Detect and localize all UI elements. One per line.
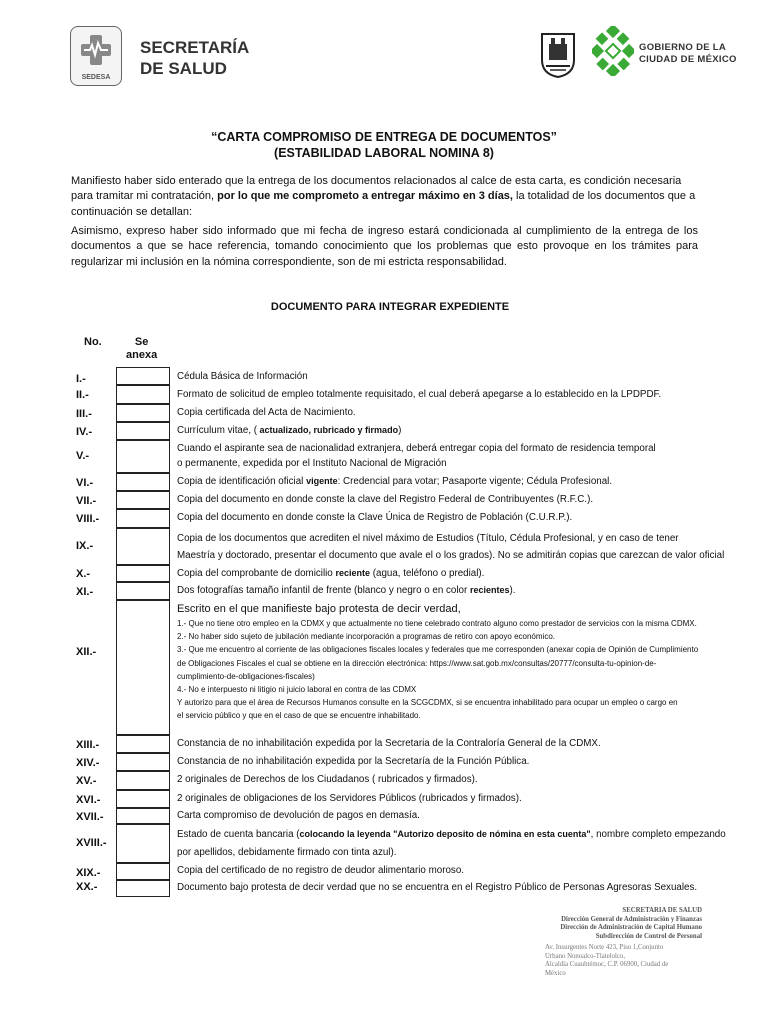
footer-address: Av. Insurgentes Norte 423, Piso 1,Conjunto Urbano Nonoalco-Tlatelolco, Alcaldía Cuauhtémoc, C.P. 06900, Ciudad de México — [545, 944, 669, 977]
row-description: Copia certificada del Acta de Nacimiento. — [177, 407, 356, 418]
row-number: X.- — [76, 568, 91, 580]
checkbox-cell[interactable] — [116, 824, 170, 863]
row-number: XX.- — [76, 881, 98, 893]
document-title: “CARTA COMPROMISO DE ENTREGA DE DOCUMENTOS” (ESTABILIDAD LABORAL NOMINA 8) — [211, 130, 557, 160]
second-paragraph: Asimismo, expreso haber sido informado que mi fecha de ingreso estará condicionada al cumplimiento de la entrega de los documentos a que se hace referencia, tomando conocimiento que los problemas que esto provoque en los trámites para regularizar mi inclusión en la nómina correspondiente, son de mi estricta responsabilidad. — [71, 225, 698, 268]
row-description: Copia del comprobante de domicilio reciente (agua, teléfono o predial). — [177, 568, 485, 579]
checkbox-cell[interactable] — [116, 440, 170, 473]
row-description: Dos fotografías tamaño infantil de frente (blanco y negro o en color recientes). — [177, 585, 516, 596]
row-description: Constancia de no inhabilitación expedida por la Secretaría de la Función Pública. — [177, 756, 530, 767]
row-description: 2 originales de obligaciones de los Servidores Públicos (rubricados y firmados). — [177, 793, 522, 804]
row-description: Copia del certificado de no registro de deudor alimentario moroso. — [177, 865, 464, 876]
checkbox-cell[interactable] — [116, 385, 170, 404]
row-number: I.- — [76, 373, 86, 385]
row-number: II.- — [76, 389, 89, 401]
row-number: XVIII.- — [76, 837, 107, 849]
row-description: Copia del documento en donde conste la Clave Única de Registro de Población (C.U.R.P.). — [177, 512, 573, 523]
row-description: Copia de los documentos que acrediten el nivel máximo de Estudios (Título, Cédula Profesional, y en caso de tener Maestría y doctorado, presentar el documento que avale el o los grados). No se admitirán copias que carezcan de valor oficial — [177, 533, 725, 561]
row-number: V.- — [76, 450, 90, 462]
gobierno-cdmx-text: GOBIERNO DE LA CIUDAD DE MÉXICO — [639, 42, 737, 65]
section-subtitle: DOCUMENTO PARA INTEGRAR EXPEDIENTE — [270, 301, 510, 313]
row-description: 2 originales de Derechos de los Ciudadanos ( rubricados y firmados). — [177, 774, 478, 785]
checkbox-cell[interactable] — [116, 565, 170, 582]
row-number: XIX.- — [76, 867, 101, 879]
cdmx-flower-logo-icon — [592, 26, 634, 76]
row-description: Formato de solicitud de empleo totalmente requisitado, el cual deberá apegarse a lo establecido en la LPDPDF. — [177, 389, 662, 400]
sedesa-logo — [70, 26, 122, 86]
row-number: XIV.- — [76, 757, 100, 769]
row-number: IX.- — [76, 540, 94, 552]
column-header-se-anexa: Se anexa — [126, 336, 158, 361]
checkbox-cell[interactable] — [116, 790, 170, 808]
footer-institution: SECRETARIA DE SALUD Dirección General de Administración y Finanzas Dirección de Administración de Capital Humano Subdirección de Control de Personal — [560, 907, 702, 940]
checkbox-cell[interactable] — [116, 528, 170, 565]
checkbox-cell[interactable] — [116, 771, 170, 790]
row-number: VI.- — [76, 477, 94, 489]
checkbox-cell[interactable] — [116, 753, 170, 771]
row-description: Copia del documento en donde conste la clave del Registro Federal de Contribuyentes (R.F.C.). — [177, 494, 594, 505]
row-description: Copia de identificación oficial vigente: Credencial para votar; Pasaporte vigente; Cédula Profesional. — [177, 476, 613, 487]
checkbox-cell[interactable] — [116, 509, 170, 528]
sedesa-emblem-icon — [79, 33, 113, 67]
row-number: XIII.- — [76, 739, 100, 751]
checkbox-cell[interactable] — [116, 808, 170, 824]
secretaria-title: SECRETARÍA DE SALUD — [140, 38, 250, 78]
sedesa-label: SEDESA — [81, 74, 111, 81]
row-description: Carta compromiso de devolución de pagos en demasía. — [177, 810, 420, 821]
checkbox-cell[interactable] — [116, 473, 170, 491]
checkbox-cell[interactable] — [116, 735, 170, 753]
row-description: Estado de cuenta bancaria (colocando la leyenda "Autorizo deposito de nómina en esta cuenta", nombre completo empezando por apellidos, debidamente firmado con tinta azul). — [177, 829, 726, 858]
checkbox-cell[interactable] — [116, 582, 170, 600]
checkbox-cell[interactable] — [116, 404, 170, 422]
checkbox-cell[interactable] — [116, 863, 170, 880]
row-number: III.- — [76, 408, 92, 420]
row-description: Escrito en el que manifieste bajo protesta de decir verdad, 1.- Que no tiene otro empleo en la CDMX y que actualmente no tiene celebrado contrato alguno como prestador de servicios con la misma CDMX. 2.- No haber sido sujeto de jubilación mediante incorporación a programas de retiro con apoyo económico. 3.- Que me encuentro al corriente de las obligaciones fiscales locales y federales que me corresponden (anexar copia de Opinión de Cumplimiento de Obligaciones Fiscales el cual se obtiene en la dirección electrónica: https://www.sat.gob.mx/consultas/20777/consulta-tu-opinion-de- cumplimiento-de-obligaciones-fiscales) 4.- No e interpuesto ni litigio ni juicio laboral en contra de las CDMX Y autorizo para que el área de Recursos Humanos consulte en la SCGCDMX, si se encuentra inhabilitado para ocupar un empleo o cargo en el servicio público y que en el caso de que se encuentre inhabilitado. — [177, 603, 699, 721]
cdmx-coat-of-arms-icon — [540, 32, 576, 78]
row-description: Documento bajo protesta de decir verdad que no se encuentra en el Registro Público de Personas Agresoras Sexuales. — [177, 882, 698, 893]
row-number: XII.- — [76, 646, 97, 658]
checkbox-cell[interactable] — [116, 367, 170, 385]
row-number: IV.- — [76, 426, 93, 438]
checkbox-cell[interactable] — [116, 880, 170, 897]
intro-paragraph: Manifiesto haber sido enterado que la entrega de los documentos relacionados al calce de esta carta, es condición necesaria para tramitar mi contratación, por lo que me comprometo a entregar máximo en 3 días, la totalidad de los documentos que a continuación se detallan: — [71, 175, 696, 218]
row-description: Cédula Básica de Información — [177, 371, 308, 382]
row-description: Constancia de no inhabilitación expedida por la Secretaria de la Contraloría General de la CDMX. — [177, 738, 601, 749]
row-number: XVI.- — [76, 794, 101, 806]
row-number: XV.- — [76, 775, 97, 787]
column-header-no: No. — [84, 336, 102, 348]
row-number: XVII.- — [76, 811, 104, 823]
row-description: Currículum vitae, ( actualizado, rubricado y firmado) — [177, 425, 402, 436]
row-description: Cuando el aspirante sea de nacionalidad extranjera, deberá entregar copia del formato de residencia temporal o permanente, expedida por el Instituto Nacional de Migración — [177, 443, 656, 469]
checkbox-cell[interactable] — [116, 491, 170, 509]
checkbox-cell[interactable] — [116, 600, 170, 735]
row-number: XI.- — [76, 586, 94, 598]
row-number: VII.- — [76, 495, 97, 507]
checkbox-cell[interactable] — [116, 422, 170, 440]
row-number: VIII.- — [76, 513, 100, 525]
